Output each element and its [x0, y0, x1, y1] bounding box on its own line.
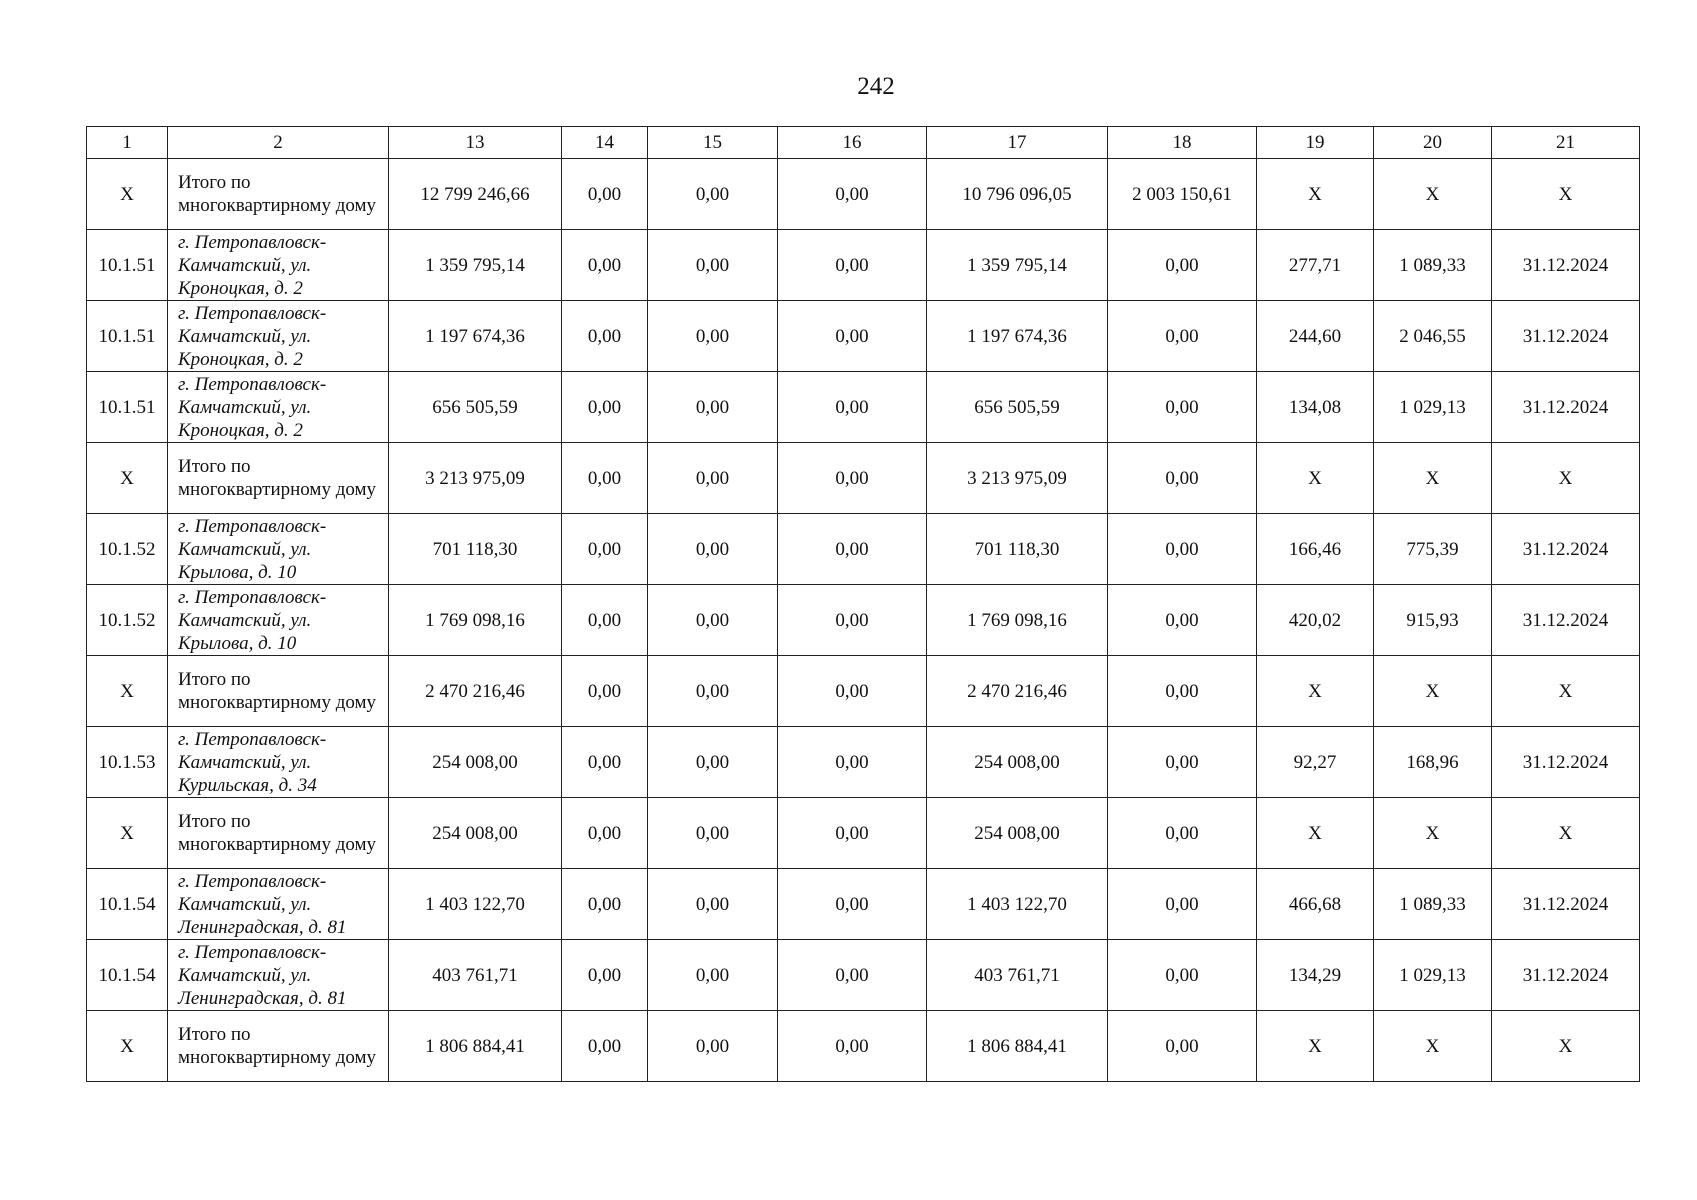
value-cell-21: 31.12.2024 [1492, 230, 1640, 301]
table-row [87, 585, 1640, 656]
value-cell-20: 1 089,33 [1374, 869, 1492, 940]
value-cell-19: 277,71 [1257, 230, 1374, 301]
value-cell-19: 166,46 [1257, 514, 1374, 585]
value-cell-14: 0,00 [562, 301, 648, 372]
value-cell-20: 1 089,33 [1374, 230, 1492, 301]
column-number-header-row [87, 127, 1640, 159]
value-cell-17: 1 806 884,41 [927, 1011, 1108, 1082]
column-header: 20 [1374, 127, 1492, 159]
value-cell-15: 0,00 [648, 727, 778, 798]
address-cell: г. Петропавловск-Камчатский, ул. Ленинградская, д. 81 [168, 940, 389, 1011]
value-cell-17: 1 769 098,16 [927, 585, 1108, 656]
table-row-total [87, 443, 1640, 514]
value-cell-19: 134,08 [1257, 372, 1374, 443]
value-cell-16: 0,00 [778, 869, 927, 940]
value-cell-20: 775,39 [1374, 514, 1492, 585]
column-header: 15 [648, 127, 778, 159]
value-cell-20: 168,96 [1374, 727, 1492, 798]
value-cell-17: 1 359 795,14 [927, 230, 1108, 301]
value-cell-20: X [1374, 798, 1492, 869]
item-code-cell: 10.1.51 [87, 301, 168, 372]
value-cell-21: 31.12.2024 [1492, 585, 1640, 656]
table-row-total [87, 656, 1640, 727]
table-row [87, 940, 1640, 1011]
column-header: 13 [389, 127, 562, 159]
value-cell-18: 0,00 [1108, 372, 1257, 443]
address-cell: г. Петропавловск-Камчатский, ул. Крылова, д. 10 [168, 514, 389, 585]
page-number: 242 [857, 73, 895, 100]
value-cell-15: 0,00 [648, 372, 778, 443]
total-label-cell: Итого по многоквартирному дому [168, 798, 389, 869]
value-cell-16: 0,00 [778, 1011, 927, 1082]
column-header: 16 [778, 127, 927, 159]
total-label-cell: Итого по многоквартирному дому [168, 1011, 389, 1082]
value-cell-13: 254 008,00 [389, 727, 562, 798]
column-header: 18 [1108, 127, 1257, 159]
value-cell-16: 0,00 [778, 301, 927, 372]
value-cell-21: 31.12.2024 [1492, 727, 1640, 798]
column-header: 2 [168, 127, 389, 159]
value-cell-15: 0,00 [648, 656, 778, 727]
value-cell-16: 0,00 [778, 798, 927, 869]
value-cell-18: 0,00 [1108, 301, 1257, 372]
value-cell-16: 0,00 [778, 585, 927, 656]
value-cell-13: 1 769 098,16 [389, 585, 562, 656]
value-cell-21: X [1492, 798, 1640, 869]
value-cell-18: 0,00 [1108, 585, 1257, 656]
total-label-cell: Итого по многоквартирному дому [168, 656, 389, 727]
value-cell-19: 420,02 [1257, 585, 1374, 656]
value-cell-16: 0,00 [778, 159, 927, 230]
value-cell-15: 0,00 [648, 940, 778, 1011]
value-cell-16: 0,00 [778, 514, 927, 585]
value-cell-15: 0,00 [648, 230, 778, 301]
value-cell-13: 1 403 122,70 [389, 869, 562, 940]
value-cell-13: 701 118,30 [389, 514, 562, 585]
total-label-cell: Итого по многоквартирному дому [168, 443, 389, 514]
value-cell-19: 92,27 [1257, 727, 1374, 798]
value-cell-18: 0,00 [1108, 727, 1257, 798]
value-cell-18: 0,00 [1108, 514, 1257, 585]
item-code-cell: 10.1.51 [87, 372, 168, 443]
address-cell: г. Петропавловск-Камчатский, ул. Кроноцкая, д. 2 [168, 301, 389, 372]
value-cell-14: 0,00 [562, 940, 648, 1011]
value-cell-14: 0,00 [562, 230, 648, 301]
value-cell-15: 0,00 [648, 1011, 778, 1082]
value-cell-18: 0,00 [1108, 656, 1257, 727]
value-cell-19: 244,60 [1257, 301, 1374, 372]
value-cell-21: X [1492, 1011, 1640, 1082]
value-cell-20: X [1374, 443, 1492, 514]
table-row [87, 301, 1640, 372]
value-cell-13: 2 470 216,46 [389, 656, 562, 727]
value-cell-14: 0,00 [562, 585, 648, 656]
value-cell-18: 0,00 [1108, 1011, 1257, 1082]
column-header: 14 [562, 127, 648, 159]
address-cell: г. Петропавловск-Камчатский, ул. Ленинградская, д. 81 [168, 869, 389, 940]
value-cell-18: 0,00 [1108, 230, 1257, 301]
value-cell-15: 0,00 [648, 301, 778, 372]
value-cell-21: 31.12.2024 [1492, 372, 1640, 443]
item-code-cell: 10.1.52 [87, 514, 168, 585]
item-code-cell: 10.1.52 [87, 585, 168, 656]
value-cell-17: 1 403 122,70 [927, 869, 1108, 940]
column-header: 21 [1492, 127, 1640, 159]
value-cell-14: 0,00 [562, 443, 648, 514]
value-cell-14: 0,00 [562, 372, 648, 443]
data-table [86, 126, 1640, 1082]
value-cell-16: 0,00 [778, 372, 927, 443]
table-row [87, 372, 1640, 443]
value-cell-16: 0,00 [778, 230, 927, 301]
value-cell-14: 0,00 [562, 798, 648, 869]
value-cell-14: 0,00 [562, 1011, 648, 1082]
value-cell-19: X [1257, 1011, 1374, 1082]
value-cell-21: 31.12.2024 [1492, 514, 1640, 585]
value-cell-19: X [1257, 656, 1374, 727]
value-cell-13: 656 505,59 [389, 372, 562, 443]
value-cell-15: 0,00 [648, 869, 778, 940]
item-code-cell: 10.1.51 [87, 230, 168, 301]
value-cell-21: X [1492, 656, 1640, 727]
value-cell-20: 1 029,13 [1374, 940, 1492, 1011]
value-cell-13: 3 213 975,09 [389, 443, 562, 514]
column-header: 19 [1257, 127, 1374, 159]
address-cell: г. Петропавловск-Камчатский, ул. Крылова, д. 10 [168, 585, 389, 656]
value-cell-19: X [1257, 159, 1374, 230]
value-cell-17: 1 197 674,36 [927, 301, 1108, 372]
column-header: 17 [927, 127, 1108, 159]
value-cell-20: 1 029,13 [1374, 372, 1492, 443]
value-cell-16: 0,00 [778, 656, 927, 727]
value-cell-21: X [1492, 159, 1640, 230]
value-cell-17: 254 008,00 [927, 727, 1108, 798]
value-cell-13: 1 359 795,14 [389, 230, 562, 301]
item-code-cell: 10.1.54 [87, 940, 168, 1011]
table-row [87, 230, 1640, 301]
value-cell-17: 701 118,30 [927, 514, 1108, 585]
value-cell-20: X [1374, 159, 1492, 230]
value-cell-15: 0,00 [648, 159, 778, 230]
table-row [87, 514, 1640, 585]
table-row-total [87, 798, 1640, 869]
item-code-cell: X [87, 656, 168, 727]
value-cell-18: 0,00 [1108, 940, 1257, 1011]
table-row [87, 869, 1640, 940]
value-cell-19: X [1257, 443, 1374, 514]
value-cell-14: 0,00 [562, 656, 648, 727]
value-cell-14: 0,00 [562, 869, 648, 940]
value-cell-21: X [1492, 443, 1640, 514]
address-cell: г. Петропавловск-Камчатский, ул. Кроноцкая, д. 2 [168, 230, 389, 301]
value-cell-19: 134,29 [1257, 940, 1374, 1011]
item-code-cell: X [87, 798, 168, 869]
table-row-total [87, 159, 1640, 230]
total-label-cell: Итого по многоквартирному дому [168, 159, 389, 230]
item-code-cell: X [87, 1011, 168, 1082]
value-cell-13: 1 806 884,41 [389, 1011, 562, 1082]
column-header: 1 [87, 127, 168, 159]
address-cell: г. Петропавловск-Камчатский, ул. Кроноцкая, д. 2 [168, 372, 389, 443]
address-cell: г. Петропавловск-Камчатский, ул. Курильская, д. 34 [168, 727, 389, 798]
value-cell-13: 254 008,00 [389, 798, 562, 869]
table-body [87, 159, 1640, 1082]
item-code-cell: X [87, 443, 168, 514]
value-cell-17: 10 796 096,05 [927, 159, 1108, 230]
value-cell-20: 915,93 [1374, 585, 1492, 656]
value-cell-16: 0,00 [778, 727, 927, 798]
value-cell-18: 0,00 [1108, 798, 1257, 869]
value-cell-13: 1 197 674,36 [389, 301, 562, 372]
value-cell-13: 403 761,71 [389, 940, 562, 1011]
value-cell-14: 0,00 [562, 727, 648, 798]
value-cell-21: 31.12.2024 [1492, 869, 1640, 940]
value-cell-21: 31.12.2024 [1492, 940, 1640, 1011]
value-cell-20: X [1374, 1011, 1492, 1082]
value-cell-21: 31.12.2024 [1492, 301, 1640, 372]
table-row-total [87, 1011, 1640, 1082]
value-cell-18: 0,00 [1108, 443, 1257, 514]
value-cell-16: 0,00 [778, 940, 927, 1011]
value-cell-14: 0,00 [562, 514, 648, 585]
value-cell-20: 2 046,55 [1374, 301, 1492, 372]
value-cell-18: 2 003 150,61 [1108, 159, 1257, 230]
value-cell-17: 2 470 216,46 [927, 656, 1108, 727]
item-code-cell: X [87, 159, 168, 230]
value-cell-17: 3 213 975,09 [927, 443, 1108, 514]
value-cell-15: 0,00 [648, 443, 778, 514]
value-cell-14: 0,00 [562, 159, 648, 230]
item-code-cell: 10.1.53 [87, 727, 168, 798]
item-code-cell: 10.1.54 [87, 869, 168, 940]
value-cell-16: 0,00 [778, 443, 927, 514]
value-cell-19: X [1257, 798, 1374, 869]
value-cell-20: X [1374, 656, 1492, 727]
value-cell-19: 466,68 [1257, 869, 1374, 940]
value-cell-13: 12 799 246,66 [389, 159, 562, 230]
value-cell-18: 0,00 [1108, 869, 1257, 940]
value-cell-17: 403 761,71 [927, 940, 1108, 1011]
value-cell-17: 656 505,59 [927, 372, 1108, 443]
value-cell-15: 0,00 [648, 798, 778, 869]
value-cell-17: 254 008,00 [927, 798, 1108, 869]
table-row [87, 727, 1640, 798]
value-cell-15: 0,00 [648, 585, 778, 656]
value-cell-15: 0,00 [648, 514, 778, 585]
